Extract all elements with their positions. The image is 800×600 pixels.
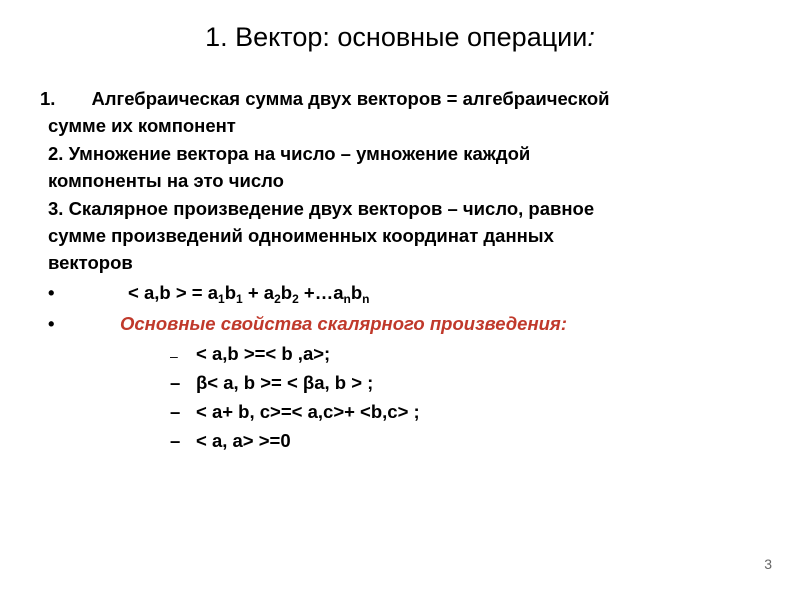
property-3-dash: – <box>170 401 181 422</box>
slide-title <box>0 22 800 53</box>
properties-bullet: • <box>48 313 55 334</box>
property-2: β< a, b >= < βa, b > ; <box>196 372 374 393</box>
scalar-product-formula <box>128 280 369 306</box>
property-4-dash: – <box>170 430 181 451</box>
properties-heading: Основные свойства скалярного произведения: <box>120 313 567 334</box>
page-number: 3 <box>764 556 772 572</box>
formula-plus-1: + a <box>242 282 275 303</box>
formula-lhs: < a,b > = a <box>128 282 218 303</box>
item-1-line-1 <box>40 86 610 112</box>
formula-bullet: • <box>48 282 55 303</box>
item-2-line-2: компоненты на это число <box>48 170 284 191</box>
formula-sub-4: 2 <box>292 292 299 306</box>
formula-sub-1: 1 <box>218 292 225 306</box>
property-3: < a+ b, c>=< a,c>+ <b,c> ; <box>196 401 420 422</box>
formula-b-1: b <box>224 282 236 303</box>
item-1-number: 1. <box>40 88 56 109</box>
property-1: < a,b >=< b ,a>; <box>196 343 331 364</box>
slide-title-colon: : <box>587 22 595 52</box>
item-3-line-2: сумме произведений одноименных координат данных <box>48 225 554 246</box>
slide-title-text: 1. Вектор: основные операции <box>205 22 588 52</box>
item-1-text-1: Алгебраическая сумма двух векторов = алгебраической <box>91 88 610 109</box>
formula-b-3: b <box>350 282 363 303</box>
formula-b-2: b <box>280 282 293 303</box>
item-3-line-3: векторов <box>48 252 133 273</box>
item-3-line-1: 3. Скалярное произведение двух векторов – число, равное <box>48 198 595 219</box>
formula-sub-6: n <box>362 292 370 306</box>
item-2-line-1: 2. Умножение вектора на число – умножение каждой <box>48 143 531 164</box>
item-1-line-2: сумме их компонент <box>48 115 236 136</box>
formula-sub-3: 2 <box>274 292 281 306</box>
property-4: < a, a> >=0 <box>196 430 291 451</box>
formula-plus-2: +…a <box>298 282 344 303</box>
property-1-dash: – <box>170 348 178 364</box>
formula-sub-5: n <box>343 292 351 306</box>
property-2-dash: – <box>170 372 181 393</box>
formula-sub-2: 1 <box>236 292 243 306</box>
